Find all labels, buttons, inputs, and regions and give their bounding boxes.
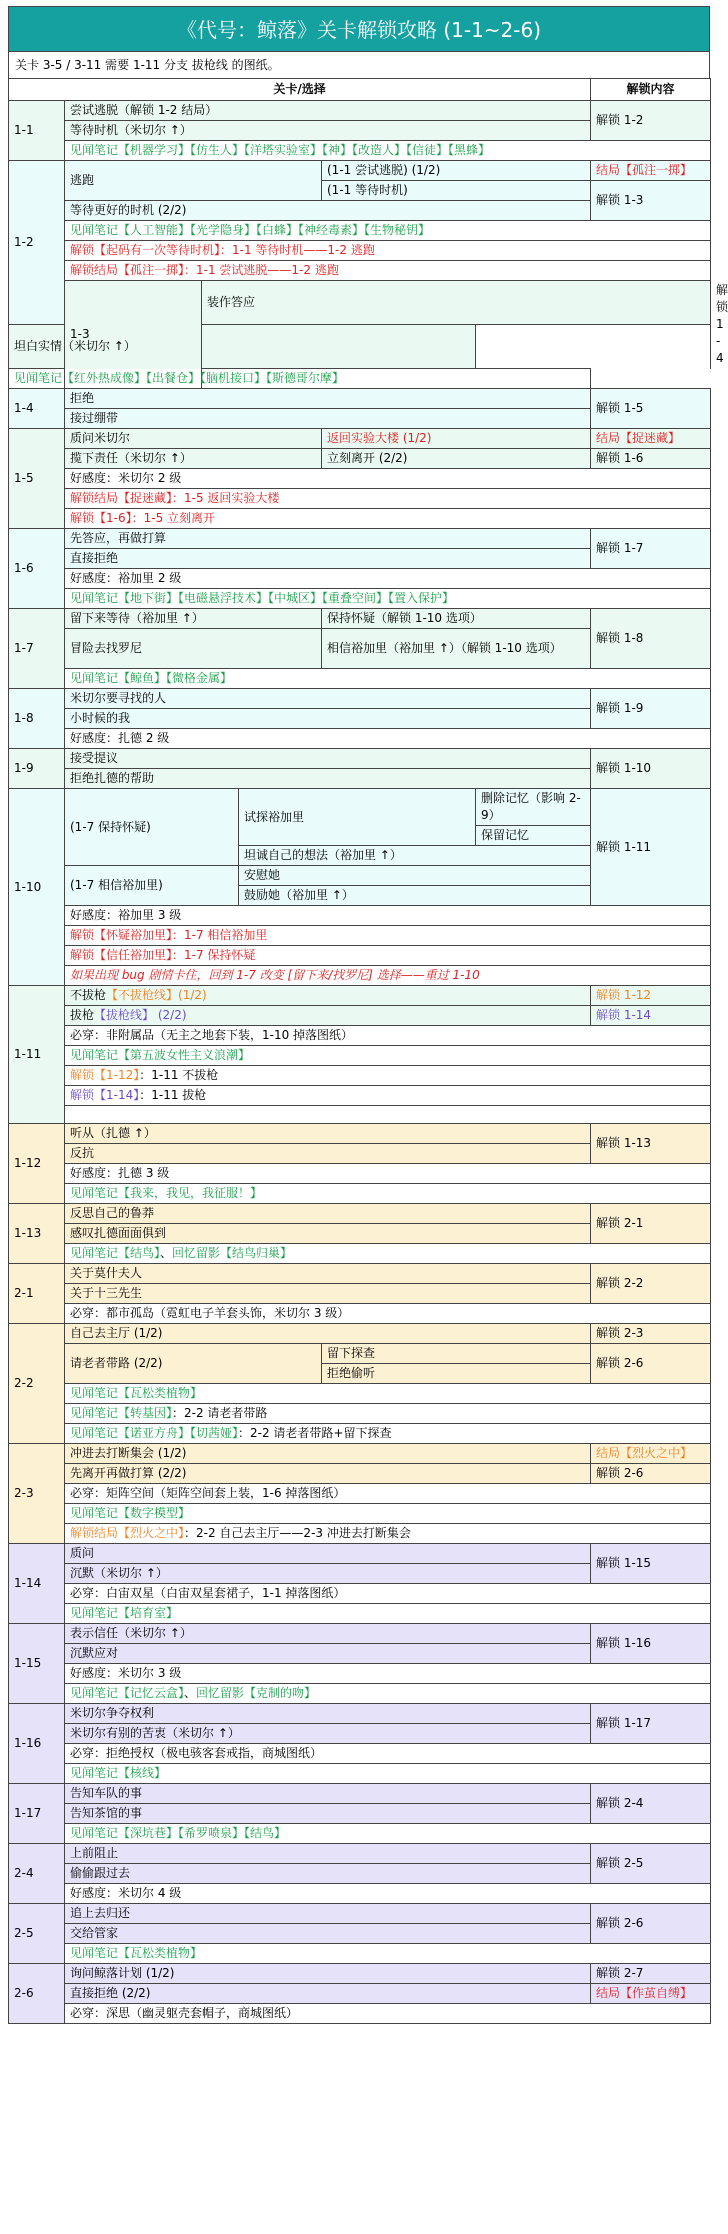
choice-sub: 返回实验大楼 (1/2) xyxy=(322,429,591,449)
notes-text: 见闻笔记【转基因】 xyxy=(70,1406,173,1420)
unlock-cell: 解锁 2-6 xyxy=(591,1464,711,1484)
choice: 质问米切尔 xyxy=(65,429,322,449)
choice: 米切尔要寻找的人 xyxy=(65,689,591,709)
choice-sub: (1-1 尝试逃脱) (1/2) xyxy=(322,161,591,181)
choice: 关于莫什夫人 xyxy=(65,1264,591,1284)
ending-cell: 结局【作茧自缚】 xyxy=(591,1984,711,2004)
notes-text: 见闻笔记【诺亚方舟】【切茜娅】 xyxy=(70,1426,239,1440)
wear-line: 必穿：都市孤岛（霓虹电子羊套头饰，米切尔 3 级） xyxy=(65,1304,711,1324)
choice: 坦白实情（米切尔 ↑） xyxy=(9,325,476,369)
ending-cell: 结局【烈火之中】 xyxy=(591,1444,711,1464)
level-id: 2-5 xyxy=(9,1904,65,1964)
notes-line xyxy=(65,1404,711,1424)
choice: 感叹扎德面面俱到 xyxy=(65,1224,591,1244)
unlock-text: 解锁结局【捉迷藏】：1-5 返回实验大楼 xyxy=(65,489,711,509)
unlock-cell: 解锁 1-9 xyxy=(591,689,711,729)
unlock-text xyxy=(65,1066,711,1086)
level-id: 1-1 xyxy=(9,101,65,161)
choice xyxy=(65,1006,591,1026)
favor-line: 好感度：裕加里 3 级 xyxy=(65,906,711,926)
notes-text: 回忆留影【克制的吻】 xyxy=(196,1686,317,1700)
wear-line: 必穿：白宙双星（白宙双星套裙子，1-1 掉落图纸） xyxy=(65,1584,711,1604)
notes-line: 见闻笔记【深坑巷】【希罗喷泉】【结鸟】 xyxy=(65,1824,711,1844)
notes-line: 见闻笔记【红外热成像】【出餐仓】【脑机接口】【斯德哥尔摩】 xyxy=(9,369,591,389)
unlock-cell: 解锁 1-7 xyxy=(591,529,711,569)
choice: 尝试逃脱（解锁 1-2 结局） xyxy=(65,101,591,121)
level-id: 2-1 xyxy=(9,1264,65,1324)
choice: 上前阻止 xyxy=(65,1844,591,1864)
wear-line: 必穿：非附属品（无主之地套下装，1-10 掉落图纸） xyxy=(65,1026,711,1046)
choice-sub: 相信裕加里（裕加里 ↑）（解锁 1-10 选项） xyxy=(322,629,591,669)
choice-sub: 保持怀疑（解锁 1-10 选项） xyxy=(322,609,591,629)
notes-line: 见闻笔记【核线】 xyxy=(65,1764,711,1784)
choice: 鼓励她（裕加里 ↑） xyxy=(239,886,591,906)
choice: 先答应，再做打算 xyxy=(65,529,591,549)
choice: 反抗 xyxy=(65,1144,591,1164)
choice: 请老者带路 (2/2) xyxy=(65,1344,322,1384)
unlock-cell: 解锁 2-3 xyxy=(591,1324,711,1344)
favor-line: 好感度：米切尔 2 级 xyxy=(65,469,711,489)
choice: 揽下责任（米切尔 ↑） xyxy=(65,449,322,469)
choice: 交给管家 xyxy=(65,1924,591,1944)
notes-line: 见闻笔记【瓦松类植物】 xyxy=(65,1944,711,1964)
unlock-cell: 解锁 1-17 xyxy=(591,1704,711,1744)
unlock-text xyxy=(65,1086,711,1106)
level-id: 2-3 xyxy=(9,1444,65,1544)
choice: 留下来等待（裕加里 ↑） xyxy=(65,609,322,629)
ending-cell: 结局【捉迷藏】 xyxy=(591,429,711,449)
route-label: 【拔枪线】 (2/2) xyxy=(94,1008,187,1022)
level-id: 1-5 xyxy=(9,429,65,529)
level-id: 1-4 xyxy=(9,389,65,429)
unlock-cell: 解锁 2-1 xyxy=(591,1204,711,1244)
unlock-cell: 解锁 2-5 xyxy=(591,1844,711,1884)
route-label: 【不拔枪线】(1/2) xyxy=(106,988,207,1002)
level-id: 1-2 xyxy=(9,161,65,325)
unlock-cell: 解锁 1-13 xyxy=(591,1124,711,1164)
choice: 米切尔争夺权利 xyxy=(65,1704,591,1724)
level-id: 1-7 xyxy=(9,609,65,689)
favor-line: 好感度：米切尔 4 级 xyxy=(65,1884,711,1904)
choice: 拒绝扎德的帮助 xyxy=(65,769,591,789)
unlock-text: 解锁【怀疑裕加里】：1-7 相信裕加里 xyxy=(65,926,711,946)
notes-line xyxy=(65,1244,711,1264)
top-note: 关卡 3-5 / 3-11 需要 1-11 分支 拔枪线 的图纸。 xyxy=(8,52,710,78)
favor-line: 好感度：扎德 2 级 xyxy=(65,729,711,749)
choice: 装作答应 xyxy=(202,281,711,325)
choice: 沉默应对 xyxy=(65,1644,591,1664)
choice: 等待时机（米切尔 ↑） xyxy=(65,121,591,141)
level-id: 1-17 xyxy=(9,1784,65,1844)
level-id: 1-3 xyxy=(65,281,202,389)
choice: 直接拒绝 (2/2) xyxy=(65,1984,591,2004)
choice: 偷偷跟过去 xyxy=(65,1864,591,1884)
wear-line: 必穿：深思（幽灵躯壳套帽子，商城图纸） xyxy=(65,2004,711,2024)
notes-line: 见闻笔记【培育室】 xyxy=(65,1604,711,1624)
level-id: 1-10 xyxy=(9,789,65,986)
choice: 试探裕加里 xyxy=(239,789,476,846)
notes-line: 见闻笔记【机器学习】【仿生人】【洋塔实验室】【神】【改造人】【信徒】【黑蜂】 xyxy=(65,141,711,161)
guide-table: 关卡/选择 解锁内容 1-1 尝试逃脱（解锁 1-2 结局） 解锁 1-2 等待时机（米切尔 ↑） 见闻笔记【机器学习】【仿生人】【洋塔实验室】【神】【改造人】【信徒】【黑蜂】 1-2 逃跑 (1-1 尝试逃脱) (1/2) 结局【孤注一掷】 (1-1 等待时机) 解锁 1-3 等待更好的时机 (2/2) 见闻笔记【人工智能】【光学隐身】【白蜂】【神经毒素】【生物秘钥】 解锁【起码有一次等待时机】：1-1 等待时机——1-2 逃跑 解锁结局【孤注一掷】：1-1 尝试逃脱——1-2 逃跑 1-3 装作答应 解锁 1-4 坦白实情（米切尔 ↑） 见闻笔记【红外热成像】【出餐仓】【脑机接口】【斯德哥尔摩】 1-4 拒绝 解锁 1-5 接过绷带 1-5 质问米切尔 返回实验大楼 (1/2) 结局【捉迷藏】 揽下责任（米切尔 ↑） 立刻离开 (2/2) 解锁 1-6 好感度：米切尔 2 级 解锁结局【捉迷藏】：1-5 返回实验大楼 解锁【1-6】：1-5 立刻离开 1-6 先答应，再做打算 解锁 1-7 直接拒绝 好感度：裕加里 2 级 见闻笔记【地下街】【电磁悬浮技术】【中城区】【重叠空间】【置入保护】 1-7 留下来等待（裕加里 ↑） 保持怀疑（解锁 1-10 选项） 解锁 1-8 冒险去找罗尼 相信裕加里（裕加里 ↑）（解锁 1-10 选项） 见闻笔记【鲸鱼】【微格金属】 1-8 米切尔要寻找的人 解锁 1-9 小时候的我 好感度：扎德 2 级 1-9 接受提议 解锁 1-10 拒绝扎德的帮助 1-10 (1-7 保持怀疑) 试探裕加里 删除记忆（影响 2-9） 解锁 1-11 保留记忆 坦诚自己的想法（裕加里 ↑） (1-7 相信裕加里) 安慰她 鼓励她（裕加里 ↑） 好感度：裕加里 3 级 解锁【怀疑裕加里】：1-7 相信裕加里 解锁【信任裕加里】：1-7 保持怀疑 如果出现 bug 剧情卡住，回到 1-7 改变 [留下来/找罗尼] 选择——重过 1-10 1-11 不拔枪【不拔枪线】(1/2) 解锁 1-12 拔枪【拔枪线】 (2/2) 解锁 1-14 必穿：非附属品（无主之地套下装，1-10 掉落图纸） 见闻笔记【第五波女性主义浪潮】 解锁【1-12】：1-11 不拔枪 解锁【1-14】：1-11 拔枪 1-12 听从（扎德 ↑） 解锁 1-13 反抗 好感度：扎德 3 级 见闻笔记【我来，我见，我征服！】 1-13 反思自己的鲁莽 解锁 2-1 感叹扎德面面俱到 见闻笔记【结鸟】、回忆留影【结鸟归巢】 2-1 关于莫什夫人 解锁 2-2 关于十三先生 必穿：都市孤岛（霓虹电子羊套头饰，米切尔 3 级） 2-2 自己去主厅 (1/2) 解锁 2-3 请老者带路 (2/2) 留下探查 解锁 2-6 拒绝偷听 见闻笔记【瓦松类植物】 见闻笔记【转基因】：2-2 请老者带路 见闻笔记【诺亚方舟】【切茜娅】：2-2 请老者带路+留下探查 2-3 冲进去打断集会 (1/2) 结局【烈火之中】 先离开再做打算 (2/2) 解锁 2-6 必穿：矩阵空间（矩阵空间套上装，1-6 掉落图纸） 见闻笔记【数字模型】 解锁结局【烈火之中】：2-2 自己去主厅——2-3 冲进去打断集会 1-14 质问 解锁 1-15 沉默（米切尔 ↑） 必穿：白宙双星（白宙双星套裙子，1-1 掉落图纸） 见闻笔记【培育室】 1-15 表示信任（米切尔 ↑） 解锁 1-16 沉默应对 好感度：米切尔 3 级 见闻笔记【记忆云盒】、回忆留影【克制的吻】 1-16 米切尔争夺权利 解锁 1-17 米切尔有别的苦衷（米切尔 ↑） 必穿：拒绝授权（极电骇客套戒指，商城图纸） 见闻笔记【核线】 1-17 告知车队的事 解锁 2-4 告知茶馆的事 见闻笔记【深坑巷】【希罗喷泉】【结鸟】 2-4 上前阻止 解锁 2-5 偷偷跟过去 好感度：米切尔 4 级 2-5 追上去归还 解锁 2-6 交给管家 见闻笔记【瓦松类植物】 2-6 询问鲸落计划 (1/2) 解锁 2-7 直接拒绝 (2/2) 结局【作茧自缚】 必穿：深思（幽灵躯壳套帽子，商城图纸） xyxy=(8,78,711,2024)
choice: 坦诚自己的想法（裕加里 ↑） xyxy=(239,846,591,866)
choice: 关于十三先生 xyxy=(65,1284,591,1304)
unlock-text: 解锁结局【孤注一掷】：1-1 尝试逃脱——1-2 逃跑 xyxy=(65,261,711,281)
choice: 询问鲸落计划 (1/2) xyxy=(65,1964,591,1984)
choice-sub: 保留记忆 xyxy=(476,826,591,846)
level-id: 1-9 xyxy=(9,749,65,789)
choice: 安慰她 xyxy=(239,866,591,886)
guide-sheet xyxy=(8,6,728,2024)
choice: 追上去归还 xyxy=(65,1904,591,1924)
unlock-cell: 解锁 1-16 xyxy=(591,1624,711,1664)
separator: 、 xyxy=(160,1246,173,1260)
choice xyxy=(65,986,591,1006)
notes-line: 见闻笔记【鲸鱼】【微格金属】 xyxy=(65,669,711,689)
header-unlock: 解锁内容 xyxy=(591,79,711,101)
unlock-detail: ：2-2 自己去主厅——2-3 冲进去打断集会 xyxy=(184,1526,411,1540)
notes-detail: ：2-2 请老者带路+留下探查 xyxy=(238,1426,392,1440)
unlock-cell: 解锁 1-11 xyxy=(591,789,711,906)
ending-cell: 结局【孤注一掷】 xyxy=(591,161,711,181)
unlock-cell: 解锁 1-12 xyxy=(591,986,711,1006)
page-title: 《代号：鲸落》关卡解锁攻略 (1-1~2-6) xyxy=(8,6,710,52)
choice: 质问 xyxy=(65,1544,591,1564)
favor-line: 好感度：扎德 3 级 xyxy=(65,1164,711,1184)
unlock-cell: 解锁 1-14 xyxy=(591,1006,711,1026)
choice: 接受提议 xyxy=(65,749,591,769)
choice: 冲进去打断集会 (1/2) xyxy=(65,1444,591,1464)
branch-label: (1-7 相信裕加里) xyxy=(65,866,239,906)
unlock-cell: 解锁 1-3 xyxy=(591,181,711,221)
header-level: 关卡/选择 xyxy=(9,79,591,101)
notes-line: 见闻笔记【数字模型】 xyxy=(65,1504,711,1524)
separator: 、 xyxy=(184,1686,197,1700)
choice-text: 不拔枪 xyxy=(70,988,107,1002)
unlock-cell: 解锁 2-6 xyxy=(591,1904,711,1944)
unlock-cell: 解锁 1-10 xyxy=(591,749,711,789)
unlock-cell: 解锁 1-6 xyxy=(591,449,711,469)
notes-text: 见闻笔记【结鸟】 xyxy=(70,1246,161,1260)
favor-line: 好感度：裕加里 2 级 xyxy=(65,569,711,589)
choice: 直接拒绝 xyxy=(65,549,591,569)
choice: 米切尔有别的苦衷（米切尔 ↑） xyxy=(65,1724,591,1744)
unlock-key: 解锁结局【烈火之中】 xyxy=(70,1526,185,1540)
favor-line: 好感度：米切尔 3 级 xyxy=(65,1664,711,1684)
notes-text: 见闻笔记【记忆云盒】 xyxy=(70,1686,185,1700)
choice-sub: 立刻离开 (2/2) xyxy=(322,449,591,469)
choice-sub: 拒绝偷听 xyxy=(322,1364,591,1384)
notes-line xyxy=(65,1424,711,1444)
level-id: 1-12 xyxy=(9,1124,65,1204)
choice: 沉默（米切尔 ↑） xyxy=(65,1564,591,1584)
choice: 表示信任（米切尔 ↑） xyxy=(65,1624,591,1644)
notes-detail: ：2-2 请老者带路 xyxy=(172,1406,268,1420)
wear-line: 必穿：矩阵空间（矩阵空间套上装，1-6 掉落图纸） xyxy=(65,1484,711,1504)
notes-line xyxy=(65,1684,711,1704)
choice-sub: (1-1 等待时机) xyxy=(322,181,591,201)
choice: 冒险去找罗尼 xyxy=(65,629,322,669)
choice: 接过绷带 xyxy=(65,409,591,429)
unlock-text: 解锁【信任裕加里】：1-7 保持怀疑 xyxy=(65,946,711,966)
unlock-detail: ：1-11 不拔枪 xyxy=(139,1068,219,1082)
unlock-cell: 解锁 1-2 xyxy=(591,101,711,141)
branch-label: (1-7 保持怀疑) xyxy=(65,789,239,866)
choice: 先离开再做打算 (2/2) xyxy=(65,1464,591,1484)
unlock-cell: 解锁 2-4 xyxy=(591,1784,711,1824)
unlock-text: 解锁【起码有一次等待时机】：1-1 等待时机——1-2 逃跑 xyxy=(65,241,711,261)
level-id: 1-14 xyxy=(9,1544,65,1624)
level-id: 1-15 xyxy=(9,1624,65,1704)
choice-sub: 留下探查 xyxy=(322,1344,591,1364)
unlock-text: 解锁【1-6】：1-5 立刻离开 xyxy=(65,509,711,529)
unlock-detail: ：1-11 拔枪 xyxy=(139,1088,207,1102)
choice: 拒绝 xyxy=(65,389,591,409)
choice-sub: 删除记忆（影响 2-9） xyxy=(476,789,591,826)
choice: 听从（扎德 ↑） xyxy=(65,1124,591,1144)
unlock-cell: 解锁 2-2 xyxy=(591,1264,711,1304)
choice: 告知车队的事 xyxy=(65,1784,591,1804)
bug-warning: 如果出现 bug 剧情卡住，回到 1-7 改变 [留下来/找罗尼] 选择——重过 1-10 xyxy=(65,966,711,986)
choice: 告知茶馆的事 xyxy=(65,1804,591,1824)
notes-line: 见闻笔记【我来，我见，我征服！】 xyxy=(65,1184,711,1204)
level-id: 1-13 xyxy=(9,1204,65,1264)
unlock-cell: 解锁 1-5 xyxy=(591,389,711,429)
unlock-key: 解锁【1-12】 xyxy=(70,1068,140,1082)
unlock-cell: 解锁 1-15 xyxy=(591,1544,711,1584)
notes-line: 见闻笔记【地下街】【电磁悬浮技术】【中城区】【重叠空间】【置入保护】 xyxy=(65,589,711,609)
notes-line: 见闻笔记【人工智能】【光学隐身】【白蜂】【神经毒素】【生物秘钥】 xyxy=(65,221,711,241)
unlock-cell: 解锁 2-7 xyxy=(591,1964,711,1984)
unlock-text xyxy=(65,1524,711,1544)
level-id: 2-6 xyxy=(9,1964,65,2024)
level-id: 1-6 xyxy=(9,529,65,609)
choice: 等待更好的时机 (2/2) xyxy=(65,201,591,221)
level-id: 2-2 xyxy=(9,1324,65,1444)
choice: 逃跑 xyxy=(65,161,322,201)
unlock-key: 解锁【1-14】 xyxy=(70,1088,140,1102)
choice: 小时候的我 xyxy=(65,709,591,729)
wear-line: 必穿：拒绝授权（极电骇客套戒指，商城图纸） xyxy=(65,1744,711,1764)
level-id: 2-4 xyxy=(9,1844,65,1904)
notes-line: 见闻笔记【第五波女性主义浪潮】 xyxy=(65,1046,711,1066)
choice: 反思自己的鲁莽 xyxy=(65,1204,591,1224)
choice: 自己去主厅 (1/2) xyxy=(65,1324,591,1344)
level-id: 1-16 xyxy=(9,1704,65,1784)
unlock-cell: 解锁 2-6 xyxy=(591,1344,711,1384)
unlock-cell: 解锁 1-8 xyxy=(591,609,711,669)
choice-text: 拔枪 xyxy=(70,1008,95,1022)
notes-line: 见闻笔记【瓦松类植物】 xyxy=(65,1384,711,1404)
level-id: 1-11 xyxy=(9,986,65,1124)
level-id: 1-8 xyxy=(9,689,65,749)
notes-text: 回忆留影【结鸟归巢】 xyxy=(172,1246,293,1260)
